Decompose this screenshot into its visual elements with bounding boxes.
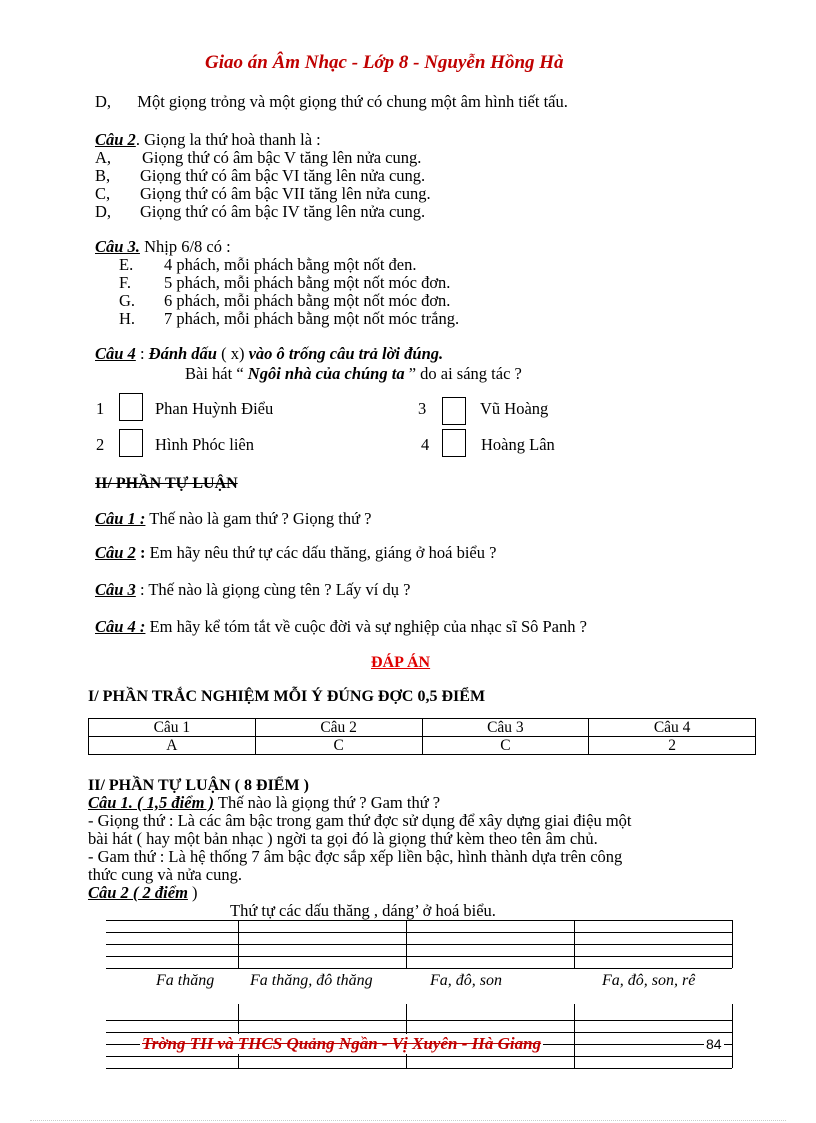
q4-separator: :	[135, 344, 149, 363]
option-key: B,	[95, 166, 111, 185]
choice-number: 4	[421, 435, 430, 454]
option-text: Một giọng trỏng và một giọng thứ có chung một âm hình tiết tấu.	[137, 92, 568, 111]
essay-q4-text: Em hãy kể tóm tắt về cuộc đời và sự nghiệp của nhạc sĩ Sô Panh ?	[145, 617, 587, 636]
choice-number: 3	[418, 399, 427, 418]
footer-page-number: 84	[706, 1036, 722, 1052]
staff-line	[106, 932, 732, 933]
answer-part1-heading: I/ PHẦN TRẮC NGHIỆM MỖI Ý ĐÚNG ĐỢC 0,5 ĐIỂM	[88, 688, 486, 705]
q3-option-e	[119, 255, 417, 275]
option-text: Giọng thứ có âm bậc VI tăng lên nửa cung.	[140, 166, 426, 185]
essay-q2-separator: :	[135, 543, 150, 562]
page-header-title: Giao án Âm Nhạc - Lớp 8 - Nguyễn Hồng Hà	[205, 52, 564, 73]
q4-song-line	[185, 364, 522, 384]
staff-line	[106, 968, 732, 969]
staff-barline	[574, 1004, 575, 1068]
q3-prompt-line	[95, 237, 231, 257]
choice-checkbox-3[interactable]	[442, 397, 466, 425]
q2-option-b	[95, 166, 426, 186]
q4-instruction-rest: vào ô trống câu trả lời đúng.	[248, 344, 444, 363]
answer-table-header: Câu 3	[422, 719, 589, 737]
choice-name: Phan Huỳnh Điểu	[155, 399, 274, 418]
staff-barline	[238, 920, 239, 968]
option-text: 5 phách, mỗi phách bằng một nốt móc đơn.	[164, 273, 451, 292]
answer-1-line: - Giọng thứ : Là các âm bậc trong gam thứ đợc sử dụng để xây dựng giai điệu một	[88, 811, 632, 830]
essay-q1-text: Thế nào là gam thứ ? Giọng thứ ?	[145, 509, 372, 528]
option-key: D,	[95, 202, 112, 221]
staff-line	[106, 944, 732, 945]
staff-label: Fa thăng	[156, 972, 215, 989]
q2-prompt-line	[95, 130, 321, 150]
choice-checkbox-4[interactable]	[442, 429, 466, 457]
option-key: D,	[95, 92, 112, 111]
answer-table-value-row	[89, 737, 756, 755]
q3-option-h	[119, 309, 460, 329]
q4-label: Câu 4	[95, 344, 136, 363]
essay-question-1	[95, 509, 372, 529]
q4-song-post: ” do ai sáng tác ?	[404, 364, 522, 383]
essay-q1-label: Câu 1 :	[95, 509, 146, 528]
footer-school: Trờng TH và THCS Quảng Ngần - Vị Xuyên - Hà Giang	[142, 1034, 542, 1053]
staff-label: Fa, đô, son	[430, 972, 502, 989]
answer-table-cell: C	[422, 737, 589, 755]
answer-table-header: Câu 1	[89, 719, 256, 737]
staff-line	[106, 1032, 732, 1033]
staff-label: Fa thăng, đô thăng	[250, 972, 373, 989]
q3-label: Câu 3.	[95, 237, 140, 256]
answer-part2-heading: II/ PHẦN TỰ LUẬN ( 8 ĐIỂM )	[88, 777, 309, 794]
essay-q4-label: Câu 4 :	[95, 617, 146, 636]
choice-number: 2	[96, 435, 105, 454]
essay-q3-label: Câu 3	[95, 580, 136, 599]
answer-key-title: ĐÁP ÁN	[371, 654, 431, 671]
staff-barline	[406, 920, 407, 968]
choice-checkbox-2[interactable]	[119, 429, 143, 457]
choice-name: Hình Phóc liên	[155, 435, 254, 454]
q2-option-d	[95, 202, 426, 222]
option-key: E.	[119, 255, 134, 274]
q2-label: Câu 2	[95, 130, 136, 149]
answer-2-label: Câu 2 ( 2 điểm	[88, 883, 188, 902]
q4-instruction-line	[95, 344, 443, 364]
essay-heading: II/ PHẦN TỰ LUẬN	[95, 475, 238, 492]
staff-line	[106, 1056, 732, 1057]
q2-option-a	[95, 148, 422, 168]
staff-line	[106, 920, 732, 921]
answer-1-question: Thế nào là giọng thứ ? Gam thứ ?	[214, 793, 441, 812]
choice-checkbox-1[interactable]	[119, 393, 143, 421]
q4-song-name: Ngôi nhà của chúng ta	[247, 364, 405, 383]
answer-table-header-row	[89, 719, 756, 737]
answer-table	[88, 718, 756, 755]
staff-barline	[732, 1004, 733, 1068]
option-text: 6 phách, mỗi phách bằng một nốt móc đơn.	[164, 291, 451, 310]
option-key: C,	[95, 184, 111, 203]
staff-barline	[574, 920, 575, 968]
staff-barline	[732, 920, 733, 968]
q2-prompt: . Giọng la thứ hoà thanh là :	[135, 130, 321, 149]
q4-instruction-bold: Đánh dấu	[148, 344, 217, 363]
page-bottom-divider	[30, 1120, 786, 1121]
choice-name: Hoàng Lân	[481, 435, 555, 454]
essay-question-2	[95, 543, 496, 563]
option-text: Giọng thứ có âm bậc V tăng lên nửa cung.	[142, 148, 422, 167]
option-key: F.	[119, 273, 131, 292]
staff-line	[106, 956, 732, 957]
q2-option-c	[95, 184, 431, 204]
option-key: G.	[119, 291, 136, 310]
essay-question-3	[95, 580, 410, 600]
answer-2-close: )	[187, 883, 198, 902]
option-text: Giọng thứ có âm bậc IV tăng lên nửa cung.	[140, 202, 426, 221]
q3-prompt: Nhịp 6/8 có :	[139, 237, 231, 256]
answer-1-line: - Gam thứ : Là hệ thống 7 âm bậc đợc sắp xếp liền bậc, hình thành dựa trên công	[88, 847, 623, 866]
essay-q2-label: Câu 2	[95, 543, 136, 562]
option-text: 4 phách, mỗi phách bằng một nốt đen.	[164, 255, 417, 274]
essay-q3-text: : Thế nào là giọng cùng tên ? Lấy ví dụ ?	[135, 580, 411, 599]
answer-1-header	[88, 793, 440, 813]
q3-option-g	[119, 291, 451, 311]
option-text: 7 phách, mỗi phách bằng một nốt móc trắng.	[164, 309, 460, 328]
answer-table-cell: A	[89, 737, 256, 755]
essay-question-4	[95, 617, 587, 637]
choice-name: Vũ Hoàng	[480, 399, 549, 418]
option-text: Giọng thứ có âm bậc VII tăng lên nửa cung.	[140, 184, 431, 203]
answer-2-header	[88, 883, 198, 903]
answer-2-caption: Thứ tự các dấu thăng , dáng’ ở hoá biểu.	[230, 901, 496, 920]
answer-table-cell: C	[255, 737, 422, 755]
answer-table-cell: 2	[589, 737, 756, 755]
q4-song-pre: Bài hát “	[185, 364, 248, 383]
option-key: A,	[95, 148, 112, 167]
answer-1-line: bài hát ( hay một bản nhạc ) ngời ta gọi đó là giọng thứ kèm theo tên âm chủ.	[88, 829, 598, 848]
q4-instruction-mark: ( x)	[216, 344, 249, 363]
answer-1-line: thức cung và nửa cung.	[88, 865, 242, 884]
answer-table-header: Câu 2	[255, 719, 422, 737]
q3-option-f	[119, 273, 451, 293]
essay-q2-text: Em hãy nêu thứ tự các dấu thăng, giáng ở hoá biểu ?	[149, 543, 497, 562]
staff-line	[106, 1068, 732, 1069]
q1-option-d	[95, 92, 568, 112]
answer-1-label: Câu 1. ( 1,5 điểm )	[88, 793, 215, 812]
choice-number: 1	[96, 399, 105, 418]
staff-label: Fa, đô, son, rê	[602, 972, 696, 989]
answer-table-header: Câu 4	[589, 719, 756, 737]
option-key: H.	[119, 309, 136, 328]
staff-line	[106, 1020, 732, 1021]
